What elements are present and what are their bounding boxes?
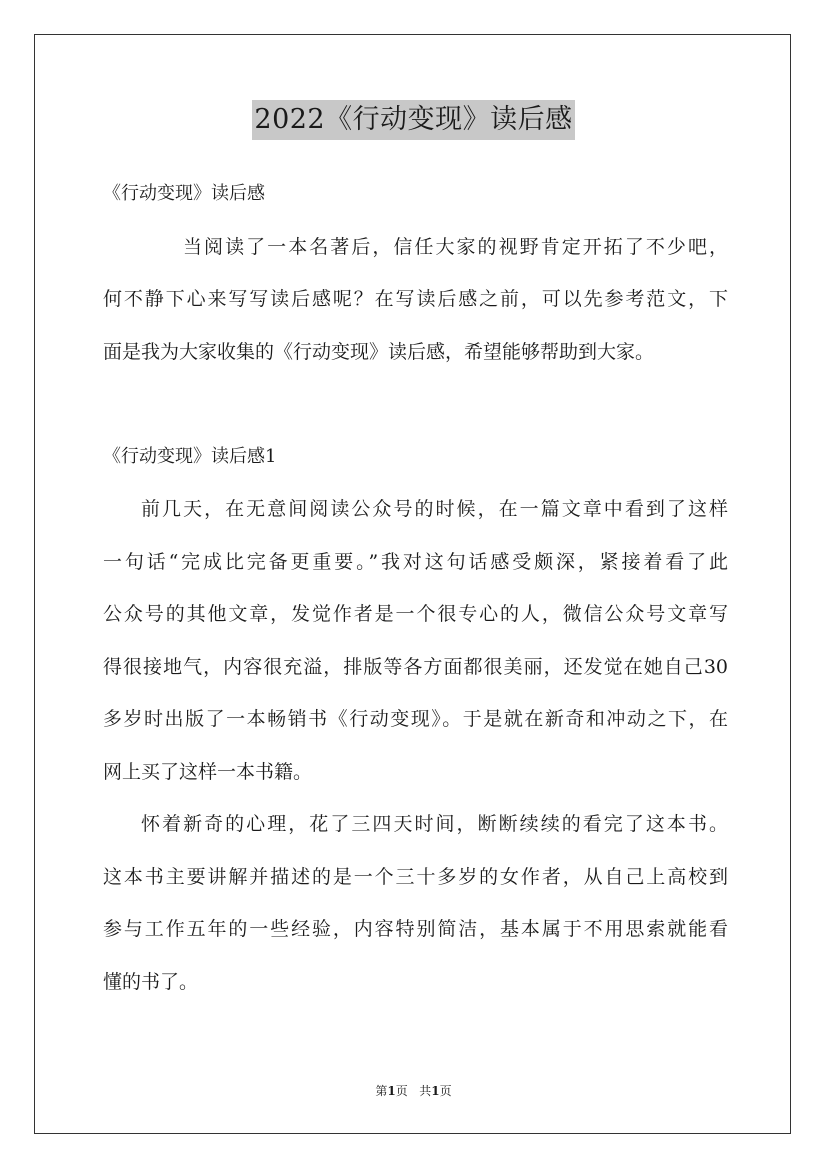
essay-heading: 《行动变现》读后感1 bbox=[103, 445, 277, 467]
paragraph2-line: 怀着新奇的心理，花了三四天时间，断断续续的看完了这本书。 bbox=[141, 813, 728, 835]
page-footer bbox=[0, 1082, 827, 1100]
title-container bbox=[0, 100, 827, 140]
paragraph2-line: 参与工作五年的一些经验，内容特别简洁，基本属于不用思索就能看 bbox=[103, 918, 728, 940]
intro-line: 何不静下心来写写读后感呢？在写读后感之前，可以先参考范文，下 bbox=[103, 288, 728, 310]
paragraph2-line: 这本书主要讲解并描述的是一个三十多岁的女作者，从自己上高校到 bbox=[103, 865, 728, 888]
paragraph1-line: 得很接地气，内容很充溢，排版等各方面都很美丽，还发觉在她自己30 bbox=[103, 655, 728, 678]
total-prefix: 共 bbox=[419, 1084, 432, 1098]
intro-line: 当阅读了一本名著后，信任大家的视野肯定开拓了不少吧， bbox=[183, 235, 728, 258]
document-body bbox=[103, 168, 728, 1008]
page-number: 1 bbox=[387, 1084, 396, 1098]
paragraph2-line: 懂的书了。 bbox=[103, 970, 199, 993]
paragraph1-line: 多岁时出版了一本畅销书《行动变现》。于是就在新奇和冲动之下，在 bbox=[103, 708, 728, 730]
section-heading: 《行动变现》读后感 bbox=[103, 183, 265, 204]
total-number: 1 bbox=[431, 1084, 440, 1098]
document-title: 2022《行动变现》读后感 bbox=[252, 100, 574, 140]
page-prefix: 第 bbox=[375, 1084, 388, 1098]
paragraph1-line: 公众号的其他文章，发觉作者是一个很专心的人，微信公众号文章写 bbox=[103, 603, 728, 625]
page-suffix: 页 bbox=[395, 1084, 408, 1098]
spacer bbox=[103, 378, 728, 431]
paragraph1-line: 前几天，在无意间阅读公众号的时候，在一篇文章中看到了这样 bbox=[141, 498, 728, 520]
intro-line: 面是我为大家收集的《行动变现》读后感，希望能够帮助到大家。 bbox=[103, 340, 655, 363]
paragraph1-line: 一句话“完成比完备更重要。”我对这句话感受颇深，紧接着看了此 bbox=[103, 550, 728, 573]
total-suffix: 页 bbox=[439, 1084, 452, 1098]
paragraph1-line: 网上买了这样一本书籍。 bbox=[103, 760, 313, 783]
